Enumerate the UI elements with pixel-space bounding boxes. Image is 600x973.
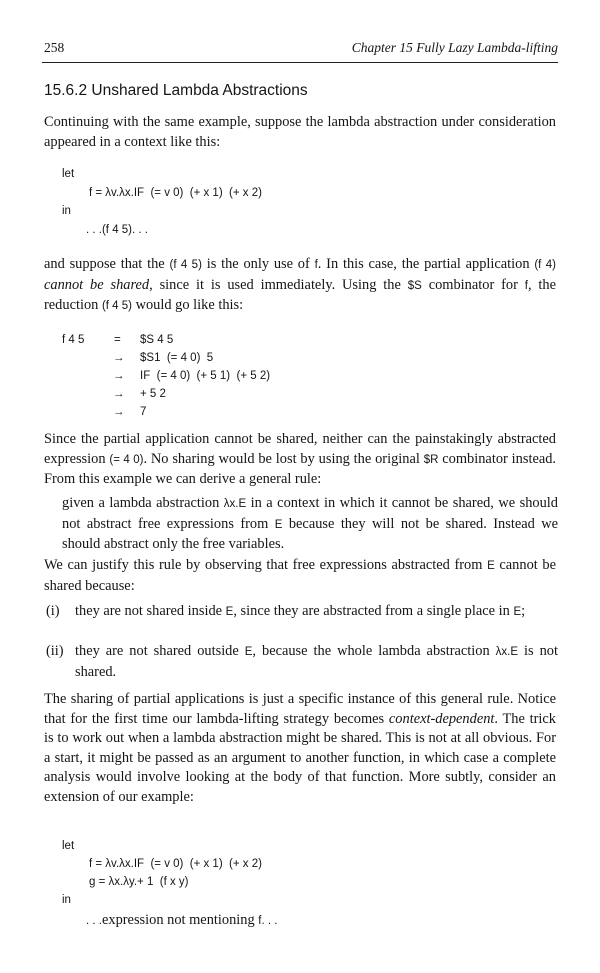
- code-line-f-def: f = λv.λx.IF (= v 0) (+ x 1) (+ x 2): [89, 187, 262, 199]
- paragraph-intro: Continuing with the same example, suppose the lambda abstraction under consideration appeared in a context like this:: [44, 114, 556, 150]
- reduction-step-3: IF (= 4 0) (+ 5 1) (+ 5 2): [140, 370, 271, 382]
- page-number: 258: [44, 40, 65, 55]
- code-line-body: . . .expression not mentioning f. . .: [86, 912, 278, 928]
- code-line-f-def: f = λv.λx.IF (= v 0) (+ x 1) (+ x 2): [89, 858, 262, 870]
- running-header: [42, 40, 558, 58]
- section-heading: 15.6.2 Unshared Lambda Abstractions: [44, 82, 308, 99]
- reduction-step-1: $S 4 5: [140, 334, 174, 346]
- code-line-g-def: g = λx.λy.+ 1 (f x y): [89, 876, 189, 888]
- reduction-equals: =: [114, 334, 121, 346]
- list-item: (ii) they are not shared outside E, because the whole lambda abstraction λx.E is not shared.: [46, 643, 558, 680]
- reduction-step-4: + 5 2: [140, 388, 166, 400]
- paragraph-justification: We can justify this rule by observing that free expressions abstracted from E cannot be shared because:: [44, 557, 556, 594]
- paragraph-partial-application: and suppose that the (f 4 5) is the only use of f. In this case, the partial application (f 4) cannot be shared, since it is used immediately. Using the $S combinator for f, the reduction (f 4 5) would go like this:: [44, 256, 556, 313]
- paragraph-no-sharing: Since the partial application cannot be shared, neither can the painstakingly abstracted expression (= 4 0). No sharing would be lost by using the original $R combinator instead. From this example we can derive a general rule:: [44, 431, 557, 487]
- code-keyword-in: in: [62, 205, 71, 217]
- reduction-lhs: f 4 5: [62, 334, 85, 346]
- paragraph-context-dependent: The sharing of partial applications is just a specific instance of this general rule. Notice that for the first time our lambda-lifting strategy becomes context-dependent. The trick is to work out when a lambda abstraction might be shared. This is not at all obvious. For a start, it might be passed as an argument to another function, in which case a complete analysis would involve looking at the body of that function. More subtly, consider an extension of our example:: [44, 691, 557, 805]
- arrow-icon: →: [113, 370, 125, 382]
- code-keyword-let: let: [62, 840, 75, 852]
- code-line-usage: . . .(f 4 5). . .: [86, 224, 148, 236]
- list-item: (i) they are not shared inside E, since they are abstracted from a single place in E;: [46, 603, 526, 619]
- arrow-icon: →: [113, 352, 125, 364]
- code-keyword-in: in: [62, 894, 71, 906]
- general-rule: given a lambda abstraction λx.E in a context in which it cannot be shared, we should not abstract free expressions from E because they will not be shared. Instead we should abstract only the free variables.: [62, 495, 558, 552]
- header-rule: [42, 62, 558, 63]
- arrow-icon: →: [113, 388, 125, 400]
- reduction-step-5: 7: [140, 406, 147, 418]
- arrow-icon: →: [113, 406, 125, 418]
- code-keyword-let: let: [62, 168, 75, 180]
- reduction-step-2: $S1 (= 4 0) 5: [140, 352, 214, 364]
- running-title: Chapter 15 Fully Lazy Lambda-lifting: [351, 40, 558, 55]
